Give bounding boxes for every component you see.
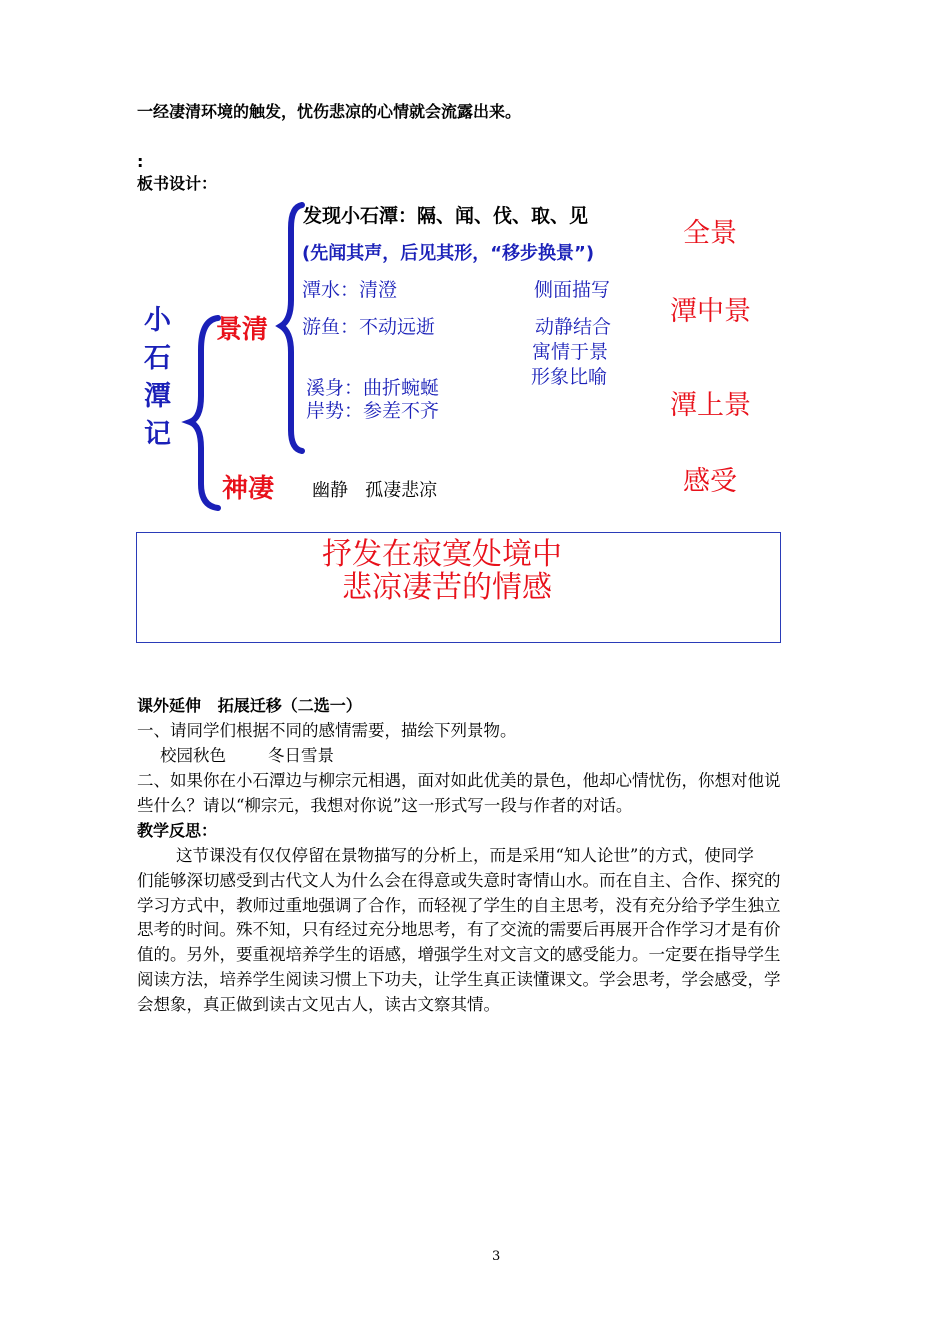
technique-side: 侧面描写 <box>534 279 611 301</box>
reflection-line: 们能够深切感受到古代文人为什么会在得意或失意时寄情山水。而在自主、合作、探究的 <box>137 871 781 890</box>
reflection-line: 学习方式中，教师过重地强调了合作，而轻视了学生的自主思考，没有充分给予学生独立 <box>137 896 781 915</box>
extension-heading: 课外延伸 拓展迁移（二选一） <box>137 696 362 715</box>
reflection-line: 思考的时间。殊不知，只有经过充分地思考，有了交流的需要后再展开合作学习才是有价 <box>137 920 781 939</box>
stream-line: 溪身：曲折蜿蜒 <box>306 377 440 399</box>
page-number: 3 <box>492 1249 501 1264</box>
branch-spirit: 神凄 <box>222 474 275 504</box>
label-feeling: 感受 <box>683 466 737 497</box>
board-title <box>144 302 178 454</box>
technique-emotion: 寓情于景 <box>532 341 609 363</box>
order-note: (先闻其声，后见其形，“移步换景”) <box>302 243 595 264</box>
reflection-line: 会想象，真正做到读古文见古人，读古文察其情。 <box>137 995 500 1014</box>
reflection-line: 这节课没有仅仅停留在景物描写的分析上，而是采用“知人论世”的方式，使同学 <box>176 846 754 865</box>
intro-line: 一经凄清环境的触发，忧伤悲凉的心情就会流露出来。 <box>137 102 522 121</box>
extension-item-2-line-2: 些什么？请以“柳宗元，我想对你说”这一形式写一段与作者的对话。 <box>137 796 633 815</box>
water-line: 潭水：清澄 <box>302 279 398 301</box>
spirit-line: 幽静 孤凄悲凉 <box>312 480 438 501</box>
label-above-pool: 潭上景 <box>670 390 751 421</box>
title-char: 小 <box>144 305 171 336</box>
technique-metaphor: 形象比喻 <box>531 366 608 388</box>
technique-motion: 动静结合 <box>535 316 612 338</box>
extension-item-1-options: 校园秋色 冬日雪景 <box>160 746 334 765</box>
colon-mark: : <box>137 152 144 171</box>
label-panorama: 全景 <box>683 218 737 249</box>
extension-item-1: 一、请同学们根据不同的感情需要，描绘下列景物。 <box>137 721 517 740</box>
title-char: 潭 <box>144 381 171 412</box>
reflection-line: 阅读方法，培养学生阅读习惯上下功夫，让学生真正读懂课文。学会思考，学会感受，学 <box>137 970 781 989</box>
conclusion-line-1: 抒发在寂寞处境中 <box>322 537 562 572</box>
scenery-brace <box>281 205 302 451</box>
fish-line: 游鱼：不动远逝 <box>302 316 436 338</box>
extension-item-2-line-1: 二、如果你在小石潭边与柳宗元相遇，面对如此优美的景色，他却心情忧伤，你想对他说 <box>137 771 781 790</box>
shore-line: 岸势：参差不齐 <box>306 400 440 422</box>
reflection-heading: 教学反思： <box>137 821 218 840</box>
reflection-line: 值的。另外，要重视培养学生的语感，增强学生对文言文的感受能力。一定要在指导学生 <box>137 945 781 964</box>
board-design-heading: 板书设计： <box>137 174 218 193</box>
title-char: 石 <box>144 343 171 374</box>
conclusion-line-2: 悲凉凄苦的情感 <box>342 570 552 605</box>
main-brace <box>190 318 218 508</box>
branch-scenery: 景清 <box>216 315 269 345</box>
discover-line: 发现小石潭：隔、闻、伐、取、见 <box>303 205 589 227</box>
label-in-pool: 潭中景 <box>670 296 751 327</box>
title-char: 记 <box>144 419 171 450</box>
